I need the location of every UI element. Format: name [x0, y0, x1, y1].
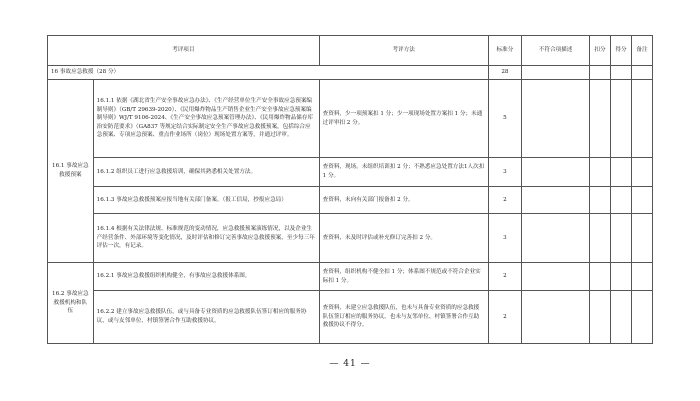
score-cell: 3 [488, 214, 521, 263]
header-note: 备注 [631, 36, 652, 66]
section-title: 16 事故应急救援（28 分） [48, 66, 489, 80]
score-cell: 2 [488, 291, 521, 344]
empty-cell [589, 291, 610, 344]
method-text: 查资料，未建立应急救援队伍，也未与具备专业资质的应急救援队伍签订相应的服务协议，也未与友邻单位、村镇签署合作互助救援协议不得分。 [319, 291, 488, 344]
empty-cell [631, 214, 652, 263]
empty-cell [631, 80, 652, 158]
empty-cell [522, 214, 590, 263]
empty-cell [589, 263, 610, 291]
method-text: 查资料，组织机构不健全扣 1 分；体系图不规范或不符合企业实际扣 1 分。 [319, 263, 488, 291]
table-row [48, 158, 653, 187]
empty-cell [610, 263, 631, 291]
score-cell: 2 [488, 187, 521, 214]
empty-cell [522, 80, 590, 158]
table-row [48, 263, 653, 291]
empty-cell [589, 80, 610, 158]
score-cell: 5 [488, 80, 521, 158]
header-deduct: 扣分 [589, 36, 610, 66]
empty-cell [589, 158, 610, 187]
empty-cell [610, 291, 631, 344]
page-number: — 41 — [329, 359, 371, 369]
empty-cell [631, 263, 652, 291]
item-text: 16.1.3 事故应急救援预案应报当地有关部门备案。（报工信局，抄报应急局） [93, 187, 319, 214]
section-row [48, 66, 653, 80]
empty-cell [631, 66, 652, 80]
empty-cell [589, 66, 610, 80]
category-cell: 16.2 事故应急救援机构和队伍 [48, 263, 94, 344]
item-text: 16.1.4 根据有关法律法规、标准规范的变动情况，应急救援预案演练情况，以及企业生产经营条件、外部环境等变化情况，及时评估和修订完善事故应急救援预案，至少每三年评估一次，有记录。 [93, 214, 319, 263]
table-row [48, 291, 653, 344]
empty-cell [610, 214, 631, 263]
evaluation-table [47, 35, 653, 344]
empty-cell [522, 158, 590, 187]
empty-cell [589, 187, 610, 214]
empty-cell [610, 66, 631, 80]
table-row [48, 214, 653, 263]
method-text: 查资料，少一项预案扣 1 分；少一项现场处置方案扣 1 分；未通过评审扣 2 分。 [319, 80, 488, 158]
header-method: 考评方法 [319, 36, 488, 66]
empty-cell [522, 263, 590, 291]
item-text: 16.1.1 依据《湖北省生产安全事故应急办法》、《生产经营单位生产安全事故应急预案编制导则》（GB/T 29639-2020）、《民用爆炸物品生产销售企业生产安全事故应急预案编制导则》WJ/T 9106-2024、《生产安全事故应急预案管理办法》、《民用爆炸物品储存库治安防范要求》（GA837 等规定结合实际制定安全生产事故应急救援预案，包括综合应急预案、专项应急预案、重点作业场所（岗位）现场处置方案等，并通过评审。 [93, 80, 319, 158]
section-score: 28 [488, 66, 521, 80]
empty-cell [522, 291, 590, 344]
empty-cell [522, 66, 590, 80]
table-row [48, 80, 653, 158]
method-text: 查资料，未向有关部门报备扣 2 分。 [319, 187, 488, 214]
header-item: 考评项目 [48, 36, 320, 66]
method-text: 查资料，未及时评估或补充修订完善扣 2 分。 [319, 214, 488, 263]
score-cell: 2 [488, 263, 521, 291]
score-cell: 3 [488, 158, 521, 187]
header-row [48, 36, 653, 66]
empty-cell [610, 80, 631, 158]
header-get: 得分 [610, 36, 631, 66]
empty-cell [522, 187, 590, 214]
header-score: 标准分 [488, 36, 521, 66]
item-text: 16.1.2 组织员工进行应急救援培训，确保其熟悉相关处置方法。 [93, 158, 319, 187]
empty-cell [631, 291, 652, 344]
empty-cell [610, 187, 631, 214]
item-text: 16.2.2 建立事故应急救援队伍，或与具备专业资质的应急救援队伍签订相应的服务协议，或与友邻单位、村镇签署合作互助救援协议。 [93, 291, 319, 344]
empty-cell [589, 214, 610, 263]
category-cell: 16.1 事故应急救援预案 [48, 80, 94, 263]
method-text: 查资料，现场。未组织培训扣 2 分；不熟悉应急处置方法1人次扣1 分。 [319, 158, 488, 187]
empty-cell [610, 158, 631, 187]
empty-cell [631, 158, 652, 187]
header-issue: 不符合项描述 [522, 36, 590, 66]
table-row [48, 187, 653, 214]
empty-cell [631, 187, 652, 214]
item-text: 16.2.1 事故应急救援组织机构健全，有事故应急救援体系图。 [93, 263, 319, 291]
